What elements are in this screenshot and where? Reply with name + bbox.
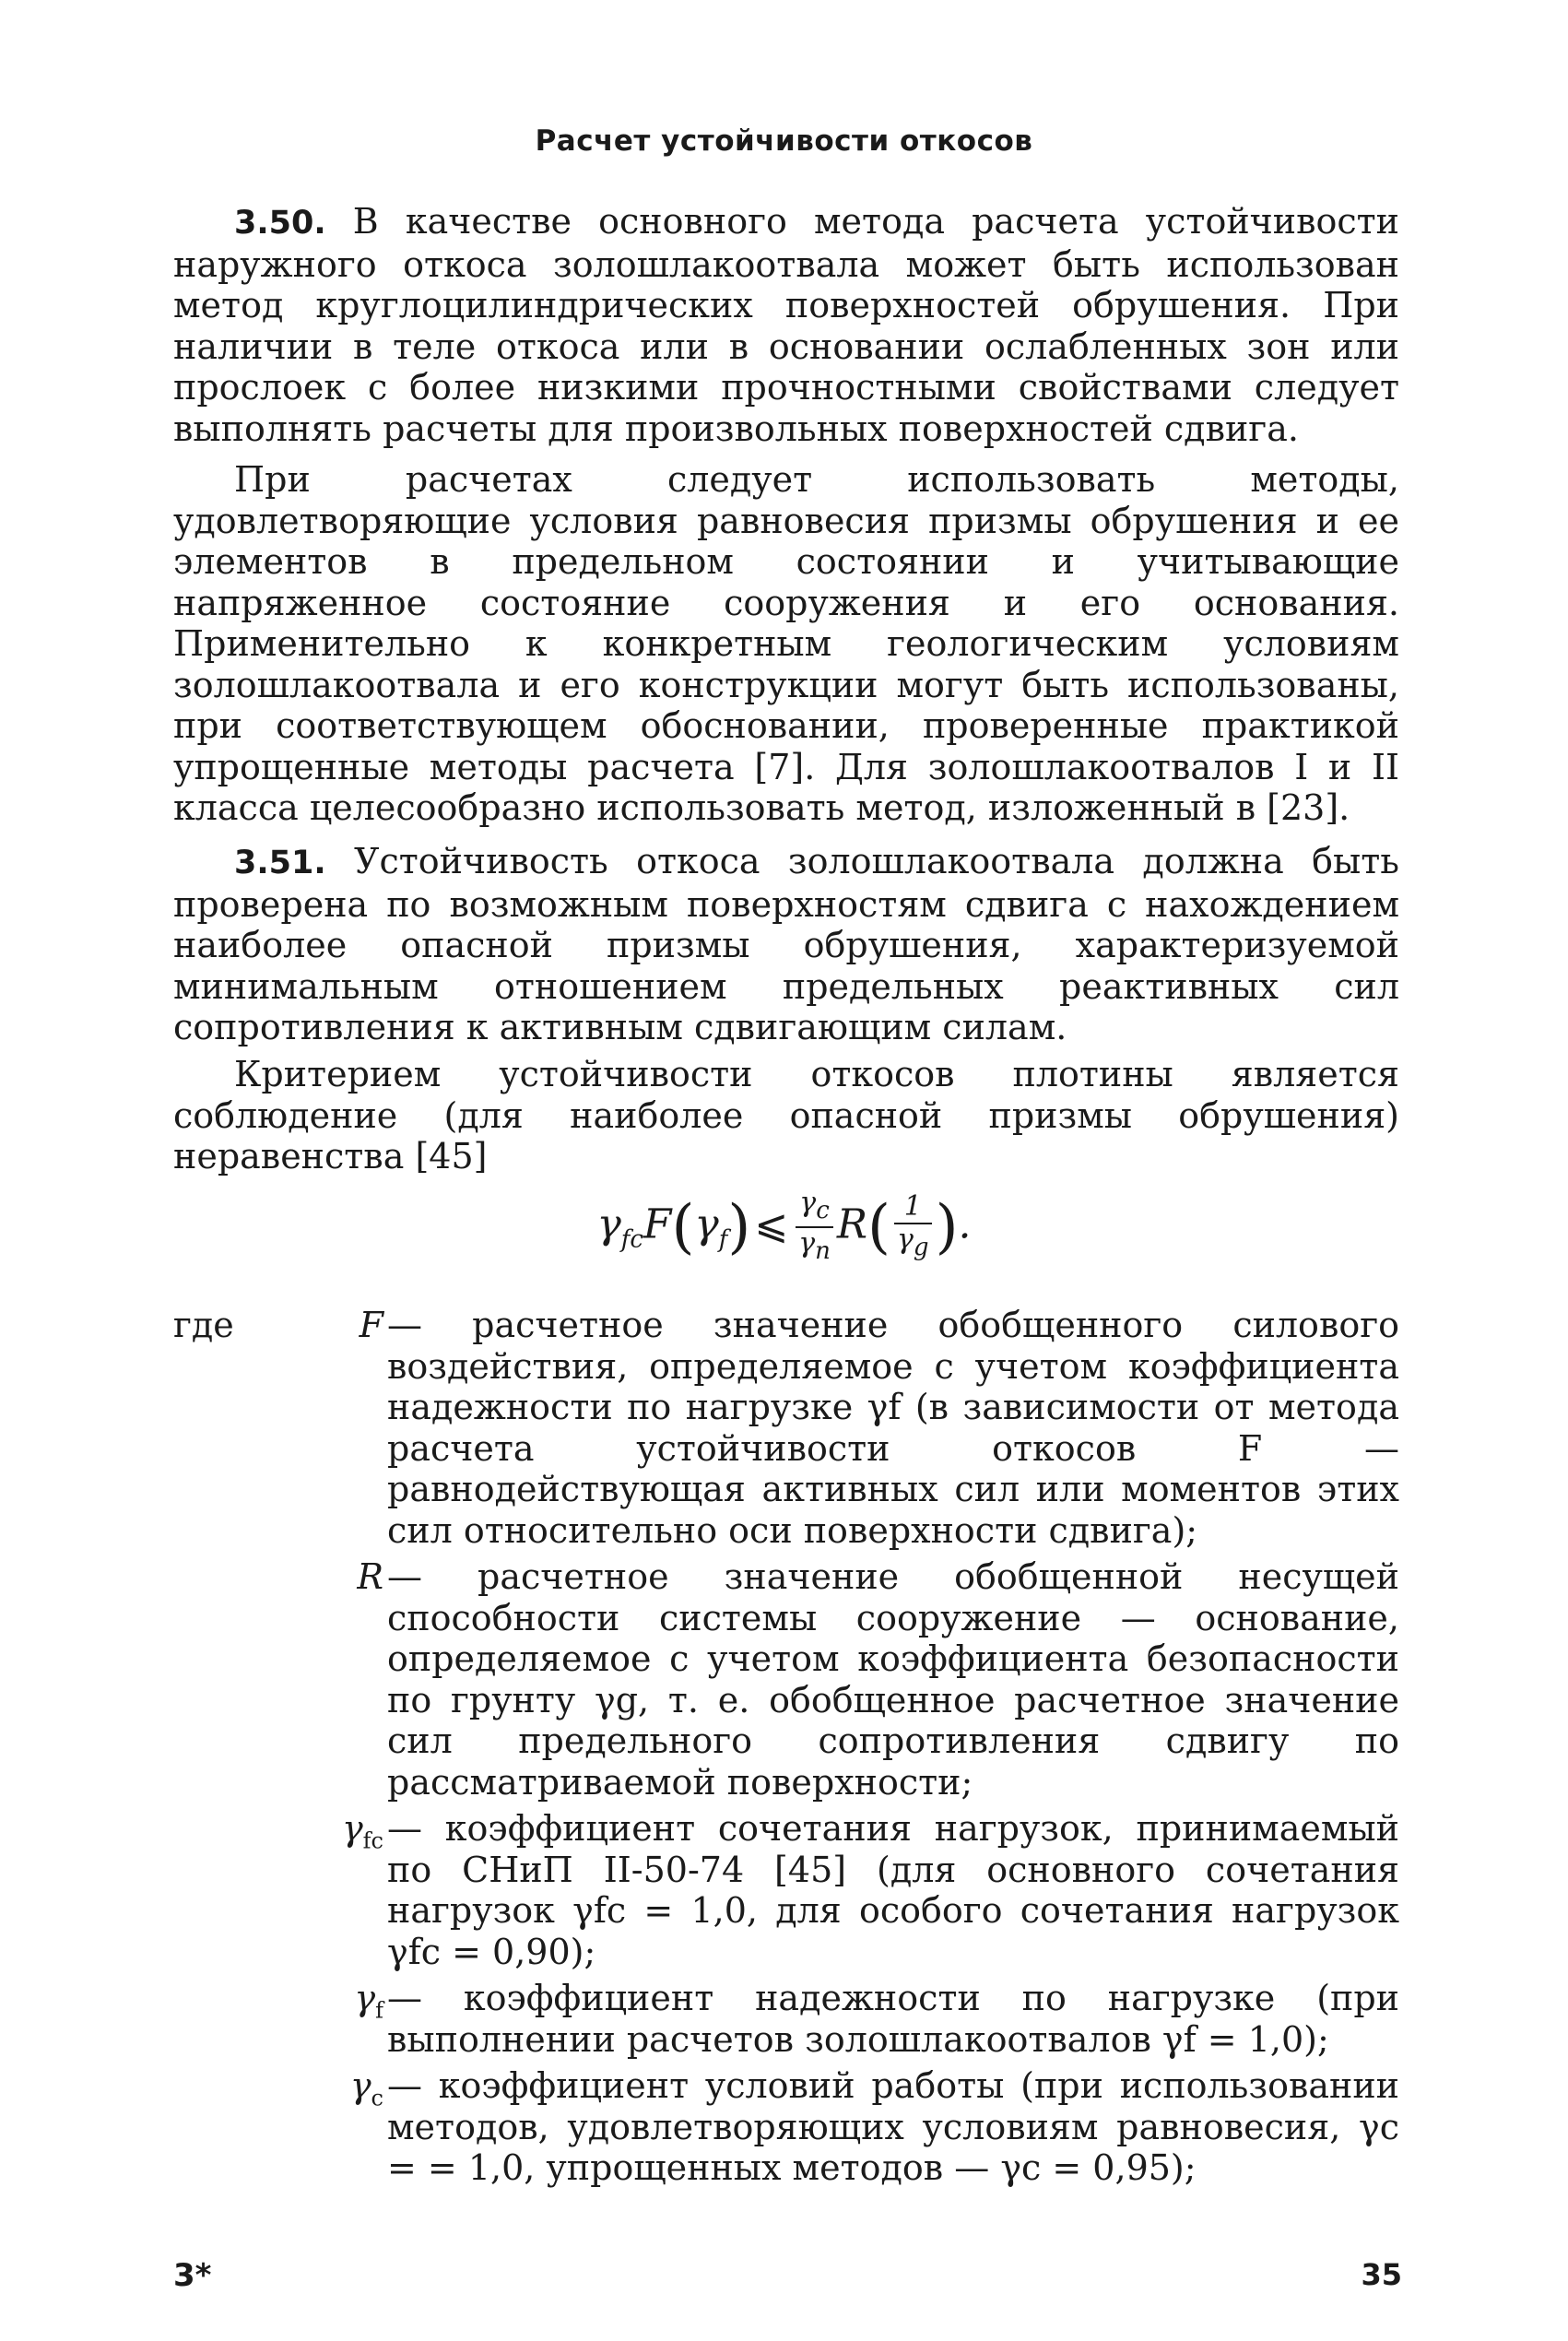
formula-subscript: f bbox=[718, 1225, 728, 1254]
definition-r bbox=[173, 1556, 1399, 1803]
paragraph-number: 3.50. bbox=[234, 205, 326, 242]
paragraph-number: 3.51. bbox=[234, 845, 326, 881]
formula-relation: ⩽ bbox=[754, 1200, 789, 1248]
definition-text: — расчетное значение обобщенного силового воздействия, определяемое с учетом коэффициента надежности по нагрузке γf (в зависимости от метода расчета устойчивости откосов F — равнодействующая активных сил или моментов этих сил относительно оси поверхности сдвига); bbox=[387, 1305, 1399, 1551]
formula-paren: ) bbox=[727, 1193, 751, 1261]
formula-gamma: γ bbox=[694, 1200, 719, 1248]
formula-paren: ( bbox=[867, 1193, 890, 1261]
definition-text: — расчетное значение обобщенной несущей способности системы сооружение — основание, определяемое с учетом коэффициента безопасности по грунту γg, т. е. обобщенное расчетное значение сил предельного сопротивления сдвигу по рассматриваемой поверхности; bbox=[387, 1556, 1399, 1803]
definition-term: $\gamma_{fc}$ bbox=[341, 1808, 383, 1854]
paragraph-3-51 bbox=[173, 841, 1399, 1048]
paragraph-methods bbox=[173, 459, 1399, 829]
signature-mark: 3* bbox=[173, 2257, 212, 2294]
definition-term: $\gamma_f$ bbox=[354, 1978, 383, 2024]
paragraph-text: Критерием устойчивости откосов плотины является соблюдение (для наиболее опасной призмы обрушения) неравенства [45] bbox=[173, 1054, 1399, 1176]
formula-period: . bbox=[958, 1200, 972, 1248]
symbol-definitions bbox=[173, 1305, 1399, 2194]
paragraph-text: При расчетах следует использовать методы, удовлетворяющие условия равновесия призмы обрушения и ее элементов в предельном состоянии и учитывающие напряженное состояние сооружения и его основания. Применительно к конкретным геологическим условиям золошлакоотвала и его конструкции могут быть использованы, при соответствующем обосновании, проверенные практикой упрощенные методы расчета [7]. Для золошлакоотвалов I и II класса целесообразно использовать метод, изложенный в [23]. bbox=[173, 459, 1399, 828]
formula-paren: ) bbox=[935, 1193, 959, 1261]
definition-gamma-c bbox=[173, 2065, 1399, 2189]
paragraph-criterion bbox=[173, 1054, 1399, 1177]
formula-gamma: γ bbox=[596, 1200, 621, 1248]
formula-f: F bbox=[643, 1200, 672, 1248]
stability-inequality bbox=[0, 1188, 1568, 1267]
paragraph-3-50 bbox=[173, 201, 1399, 449]
definition-term: $\gamma_c$ bbox=[349, 2065, 383, 2111]
definitions-lead: где bbox=[173, 1305, 234, 1345]
formula-inner-fraction: $\frac{1}{\gamma_g}$ bbox=[894, 1191, 932, 1263]
section-title: Расчет устойчивости откосов bbox=[535, 124, 1033, 158]
definition-term: R bbox=[357, 1556, 383, 1597]
paragraph-text: Устойчивость откоса золошлакоотвала должна быть проверена по возможным поверхностям сдвига с нахождением наиболее опасной призмы обрушения, характеризуемой минимальным отношением предельных реактивных сил сопротивления к активным сдвигающим силам. bbox=[173, 841, 1399, 1047]
formula-r: R bbox=[836, 1200, 868, 1248]
definition-gamma-fc bbox=[173, 1808, 1399, 1972]
definition-gamma-f bbox=[173, 1978, 1399, 2060]
formula-paren: ( bbox=[671, 1193, 695, 1261]
paragraph-text: В качестве основного метода расчета устойчивости наружного откоса золошлакоотвала может быть использован метод круглоцилиндрических поверхностей обрушения. При наличии в теле откоса или в основании ослабленных зон или прослоек с более низкими прочностными свойствами следует выполнять расчеты для произвольных поверхностей сдвига. bbox=[173, 201, 1399, 449]
definition-text: — коэффициент надежности по нагрузке (при выполнении расчетов золошлакоотвалов γf = 1,0); bbox=[387, 1978, 1399, 2060]
definition-text: — коэффициент условий работы (при использовании методов, удовлетворяющих условиям равновесия, γc = = 1,0, упрощенных методов — γc = 0,95); bbox=[387, 2065, 1399, 2188]
definition-term: F bbox=[359, 1305, 383, 1345]
formula-subscript: fc bbox=[620, 1225, 643, 1254]
formula-fraction: $\frac{\gamma_c}{\gamma_n}$ bbox=[796, 1188, 833, 1267]
definition-text: — коэффициент сочетания нагрузок, принимаемый по СНиП II-50-74 [45] (для основного сочетания нагрузок γfc = 1,0, для особого сочетания нагрузок γfc = 0,90); bbox=[387, 1808, 1399, 1972]
definition-f bbox=[173, 1305, 1399, 1551]
page-number: 35 bbox=[1361, 2257, 1402, 2292]
